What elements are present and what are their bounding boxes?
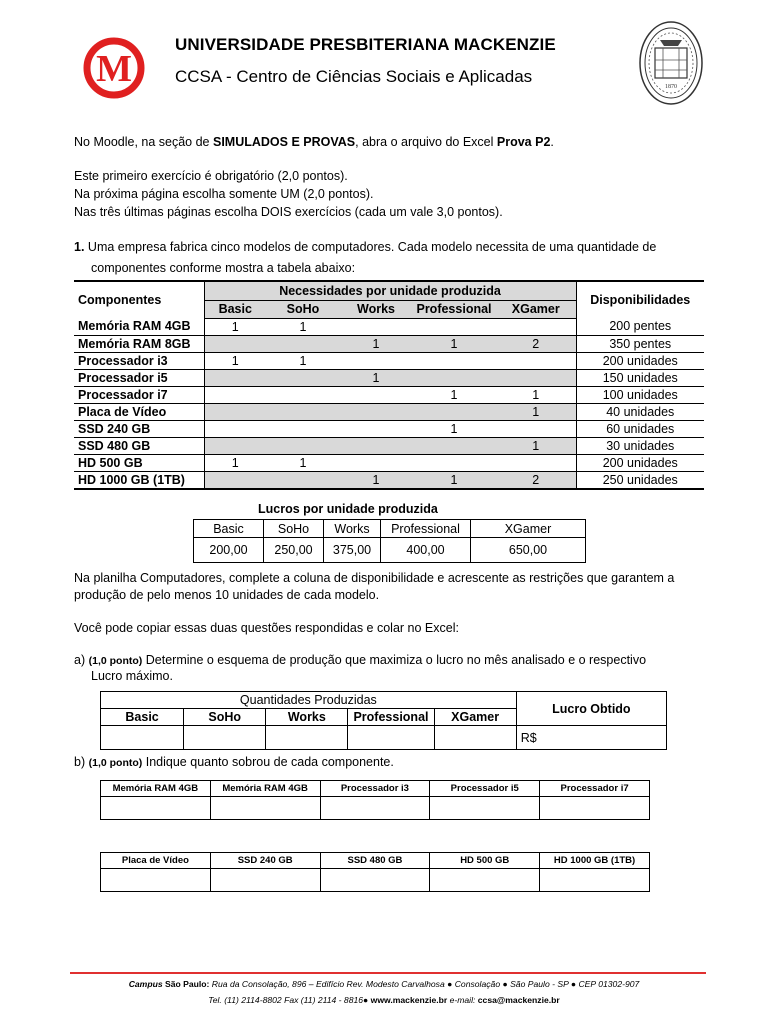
leftover-h-i5: Processador i5 — [430, 781, 540, 797]
requirement-cell — [496, 369, 576, 386]
qty-h-professional: Professional — [348, 709, 434, 726]
availability-cell: 40 unidades — [576, 403, 704, 420]
requirement-cell — [204, 403, 266, 420]
leftover-cell[interactable] — [320, 869, 430, 892]
profit-xgamer: 650,00 — [471, 538, 586, 563]
model-works: Works — [340, 300, 412, 318]
requirement-cell — [496, 454, 576, 471]
copy-instruction: Você pode copiar essas duas questões respondidas e colar no Excel: — [74, 621, 459, 635]
requirement-cell: 1 — [496, 403, 576, 420]
university-seal — [638, 20, 704, 106]
requirement-cell — [412, 454, 496, 471]
requirement-cell — [340, 352, 412, 369]
component-row — [74, 437, 704, 454]
requirement-cell — [496, 352, 576, 369]
profit-title: Lucros por unidade produzida — [258, 502, 438, 516]
requirement-cell — [412, 318, 496, 335]
requirement-cell — [266, 369, 340, 386]
requirement-cell — [266, 335, 340, 352]
profit-professional: 400,00 — [381, 538, 471, 563]
leftover-cell[interactable] — [210, 869, 320, 892]
requirement-cell — [266, 420, 340, 437]
model-professional: Professional — [412, 300, 496, 318]
profit-h-xgamer: XGamer — [471, 520, 586, 538]
model-basic: Basic — [204, 300, 266, 318]
requirement-cell — [204, 386, 266, 403]
footer-website[interactable]: www.mackenzie.br — [370, 995, 448, 1005]
profit-soho: 250,00 — [264, 538, 324, 563]
component-name: HD 1000 GB (1TB) — [74, 471, 204, 489]
qty-h-basic: Basic — [101, 709, 184, 726]
profit-table — [193, 519, 586, 563]
university-title: UNIVERSIDADE PRESBITERIANA MACKENZIE — [175, 35, 556, 54]
component-name: HD 500 GB — [74, 454, 204, 471]
requirement-cell: 2 — [496, 335, 576, 352]
requirement-cell: 1 — [340, 471, 412, 489]
component-row — [74, 318, 704, 335]
header-needs: Necessidades por unidade produzida — [204, 281, 576, 300]
component-name: SSD 240 GB — [74, 420, 204, 437]
requirement-cell — [340, 420, 412, 437]
leftover-table-1 — [100, 780, 650, 820]
requirement-cell — [204, 369, 266, 386]
component-row — [74, 403, 704, 420]
leftover-h-i3: Processador i3 — [320, 781, 430, 797]
components-table — [74, 280, 704, 490]
leftover-h-video: Placa de Vídeo — [101, 853, 211, 869]
availability-cell: 250 unidades — [576, 471, 704, 489]
component-row — [74, 335, 704, 352]
availability-cell: 100 unidades — [576, 386, 704, 403]
requirement-cell: 1 — [412, 335, 496, 352]
requirement-cell: 1 — [266, 352, 340, 369]
intro-moodle: No Moodle, na seção de SIMULADOS E PROVAS, abra o arquivo do Excel Prova P2. — [74, 135, 554, 149]
leftover-cell[interactable] — [320, 797, 430, 820]
availability-cell: 30 unidades — [576, 437, 704, 454]
requirement-cell — [266, 437, 340, 454]
leftover-cell[interactable] — [540, 797, 650, 820]
logo-letter: M — [96, 48, 132, 90]
mackenzie-logo — [82, 36, 146, 100]
leftover-h-hd1tb: HD 1000 GB (1TB) — [540, 853, 650, 869]
requirement-cell — [496, 318, 576, 335]
model-xgamer: XGamer — [496, 300, 576, 318]
requirement-cell: 1 — [340, 335, 412, 352]
component-name: SSD 480 GB — [74, 437, 204, 454]
qty-produced-header: Quantidades Produzidas — [101, 692, 517, 709]
component-name: Placa de Vídeo — [74, 403, 204, 420]
component-row — [74, 471, 704, 489]
requirement-cell — [266, 471, 340, 489]
footer-contact: Tel. (11) 2114-8802 Fax (11) 2114 - 8816● www.mackenzie.br e-mail: ccsa@mackenzie.br — [208, 995, 560, 1005]
requirement-cell: 1 — [204, 454, 266, 471]
profit-h-professional: Professional — [381, 520, 471, 538]
header-components: Componentes — [74, 281, 204, 318]
instruction-line2: produção de pelo menos 10 unidades de cada modelo. — [74, 588, 380, 602]
qty-h-works: Works — [266, 709, 348, 726]
instruction-line1: Na planilha Computadores, complete a coluna de disponibilidade e acrescente as restrições que garantem a — [74, 571, 675, 585]
profit-obtained-cell[interactable]: R$ — [516, 726, 666, 750]
component-row — [74, 369, 704, 386]
qb-line: b) (1,0 ponto) Indique quanto sobrou de cada componente. — [74, 755, 394, 769]
profit-h-basic: Basic — [194, 520, 264, 538]
requirement-cell: 1 — [266, 454, 340, 471]
requirement-cell — [204, 420, 266, 437]
requirement-cell — [204, 335, 266, 352]
intro-mandatory: Este primeiro exercício é obrigatório (2,0 pontos). — [74, 169, 348, 183]
qty-h-xgamer: XGamer — [434, 709, 516, 726]
leftover-table-2 — [100, 852, 650, 892]
qa-line2: Lucro máximo. — [91, 669, 173, 683]
requirement-cell: 1 — [340, 369, 412, 386]
leftover-h-ram4gb: Memória RAM 4GB — [101, 781, 211, 797]
component-name: Processador i7 — [74, 386, 204, 403]
production-answer-table — [100, 691, 667, 750]
requirement-cell — [412, 403, 496, 420]
leftover-cell[interactable] — [540, 869, 650, 892]
requirement-cell: 1 — [204, 318, 266, 335]
requirement-cell: 1 — [412, 386, 496, 403]
requirement-cell — [340, 403, 412, 420]
footer-address: Campus São Paulo: Rua da Consolação, 896 – Edifício Rev. Modesto Carvalhosa ● Consolação ● São Paulo - SP ● CEP 01302-907 — [128, 979, 640, 989]
requirement-cell: 1 — [412, 420, 496, 437]
footer-divider — [70, 972, 706, 974]
qty-soho-cell[interactable] — [184, 726, 266, 750]
requirement-cell — [340, 454, 412, 471]
component-name: Processador i5 — [74, 369, 204, 386]
requirement-cell: 1 — [204, 352, 266, 369]
requirement-cell — [204, 437, 266, 454]
leftover-cell[interactable] — [430, 869, 540, 892]
qty-basic-cell[interactable] — [101, 726, 184, 750]
q1-line1: 1. Uma empresa fabrica cinco modelos de computadores. Cada modelo necessita de uma quantidade de — [74, 240, 657, 254]
component-row — [74, 454, 704, 471]
availability-cell: 200 unidades — [576, 454, 704, 471]
requirement-cell: 1 — [266, 318, 340, 335]
leftover-h-ram4gb-2: Memória RAM 4GB — [210, 781, 320, 797]
component-row — [74, 420, 704, 437]
availability-cell: 200 unidades — [576, 352, 704, 369]
requirement-cell — [340, 318, 412, 335]
profit-basic: 200,00 — [194, 538, 264, 563]
profit-h-soho: SoHo — [264, 520, 324, 538]
component-name: Memória RAM 8GB — [74, 335, 204, 352]
center-subtitle: CCSA - Centro de Ciências Sociais e Aplicadas — [175, 67, 533, 86]
availability-cell: 150 unidades — [576, 369, 704, 386]
model-soho: SoHo — [266, 300, 340, 318]
requirement-cell: 1 — [412, 471, 496, 489]
leftover-h-ssd480: SSD 480 GB — [320, 853, 430, 869]
intro-choose-two: Nas três últimas páginas escolha DOIS exercícios (cada um vale 3,0 pontos). — [74, 205, 503, 219]
requirement-cell — [266, 386, 340, 403]
component-row — [74, 386, 704, 403]
leftover-h-ssd240: SSD 240 GB — [210, 853, 320, 869]
requirement-cell — [412, 437, 496, 454]
intro-choose-one: Na próxima página escolha somente UM (2,0 pontos). — [74, 187, 374, 201]
requirement-cell — [204, 471, 266, 489]
requirement-cell — [496, 420, 576, 437]
qty-professional-cell[interactable] — [348, 726, 434, 750]
availability-cell: 60 unidades — [576, 420, 704, 437]
header-availability: Disponibilidades — [576, 281, 704, 318]
footer-email[interactable]: ccsa@mackenzie.br — [477, 995, 560, 1005]
requirement-cell — [412, 369, 496, 386]
component-name: Memória RAM 4GB — [74, 318, 204, 335]
profit-works: 375,00 — [324, 538, 381, 563]
profit-h-works: Works — [324, 520, 381, 538]
component-name: Processador i3 — [74, 352, 204, 369]
requirement-cell: 2 — [496, 471, 576, 489]
leftover-cell[interactable] — [101, 797, 211, 820]
requirement-cell: 1 — [496, 437, 576, 454]
requirement-cell: 1 — [496, 386, 576, 403]
leftover-h-hd500: HD 500 GB — [430, 853, 540, 869]
leftover-h-i7: Processador i7 — [540, 781, 650, 797]
profit-obtained-header: Lucro Obtido — [516, 692, 666, 726]
qty-works-cell[interactable] — [266, 726, 348, 750]
requirement-cell — [266, 403, 340, 420]
seal-year: 1870 — [665, 84, 677, 90]
requirement-cell — [340, 437, 412, 454]
component-row — [74, 352, 704, 369]
availability-cell: 350 pentes — [576, 335, 704, 352]
qty-xgamer-cell[interactable] — [434, 726, 516, 750]
availability-cell: 200 pentes — [576, 318, 704, 335]
leftover-cell[interactable] — [430, 797, 540, 820]
qa-line1: a) (1,0 ponto) Determine o esquema de produção que maximiza o lucro no mês analisado e o respectivo — [74, 653, 647, 667]
qty-h-soho: SoHo — [184, 709, 266, 726]
requirement-cell — [340, 386, 412, 403]
leftover-cell[interactable] — [210, 797, 320, 820]
requirement-cell — [412, 352, 496, 369]
leftover-cell[interactable] — [101, 869, 211, 892]
q1-line2: componentes conforme mostra a tabela abaixo: — [91, 261, 356, 275]
